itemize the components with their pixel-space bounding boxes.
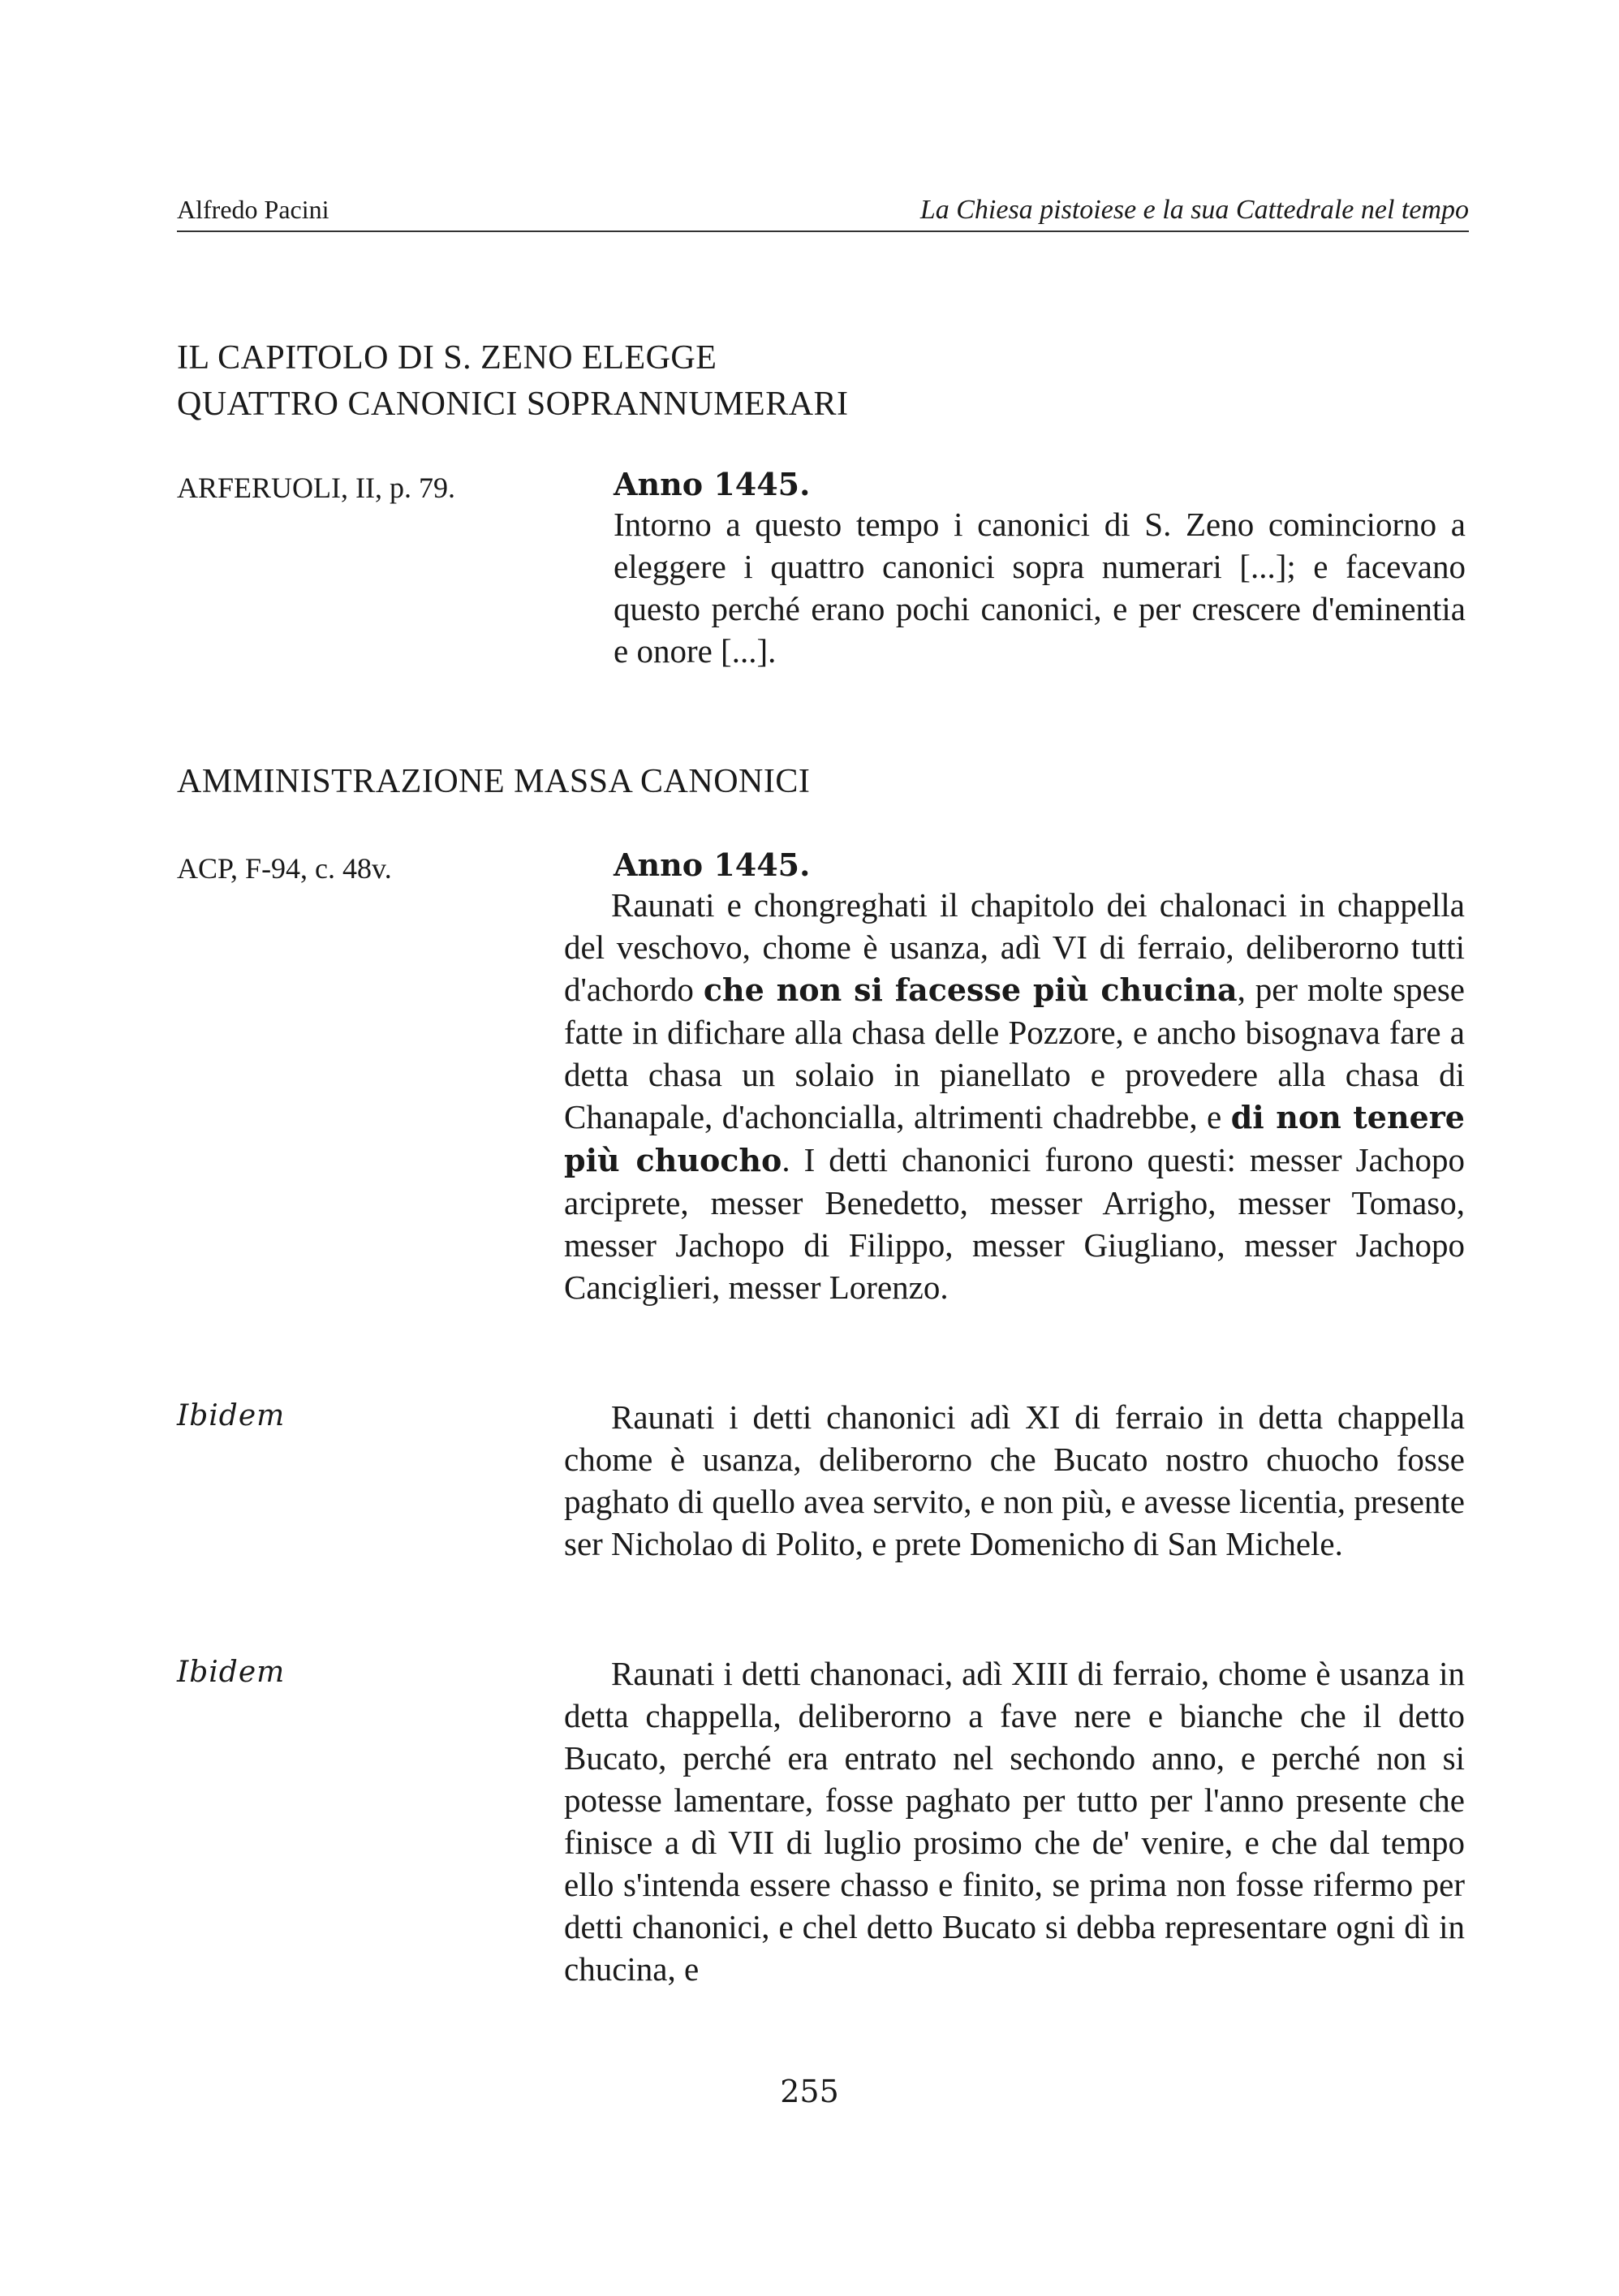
source-citation: ACP, F-94, c. 48v. — [177, 852, 392, 885]
entry-year: Anno 1445. — [614, 466, 811, 502]
entry-text — [564, 884, 1465, 1308]
running-header — [177, 192, 1469, 232]
entry-text-part: Raunati i detti chanonici adì XI di ferraio in detta chappella chome è usanza, deliberorno che Bucato nostro chuocho fosse paghato di quello avea servito, e non più, e avesse licentia, presente ser Nicholao di Polito, e prete Domenicho di San Michele. — [564, 1398, 1465, 1562]
section-title-line2: QUATTRO CANONICI SOPRANNUMERARI — [177, 386, 849, 423]
entry-text-part: , per molte spese fatte in difichare alla chasa delle Pozzore, e ancho bisognava fare a detta chasa un solaio in pianellato e provedere alla chasa di Chanapale, d'achoncialla, altrimenti chadrebbe, e — [564, 971, 1466, 1135]
entry-text — [564, 1396, 1465, 1565]
section-title-line1: IL CAPITOLO DI S. ZENO ELEGGE — [177, 339, 717, 377]
section-title: AMMINISTRAZIONE MASSA CANONICI — [177, 763, 811, 800]
emphasis-text: che non si facesse più chucina — [703, 971, 1238, 1008]
entry-text — [564, 1652, 1465, 1990]
header-author: Alfredo Pacini — [177, 195, 329, 224]
source-citation: ARFERUOLI, II, p. 79. — [177, 472, 455, 504]
source-citation: Ibidem — [177, 1656, 286, 1689]
source-citation: Ibidem — [177, 1399, 286, 1432]
header-book-title: La Chiesa pistoiese e la sua Cattedrale nel tempo — [919, 195, 1469, 225]
entry-text-part: Raunati i detti chanonaci, adì XIII di ferraio, chome è usanza in detta chappella, deliberorno a fave nere e bianche che il detto Bucato, perché era entrato nel sechondo anno, e perché non si potesse lamentare, fosse paghato per tutto per l'anno presente che finisce a dì VII di luglio prosimo che de' venire, e che dal tempo ello s'intenda essere chasso e finito, se prima non fosse rifermo per detti chanonici, e chel detto Bucato si debba representare ogni dì in chucina, e — [564, 1655, 1465, 1988]
page-number: 255 — [780, 2074, 839, 2109]
emphasis-text: di non tenere più chuocho — [564, 1099, 1465, 1178]
entry-text-part: Raunati e chongreghati il chapitolo dei chalonaci in chappella del veschovo, chome è usanza, adì VI di ferraio, deliberorno tutti d'achordo — [564, 886, 1465, 1008]
entry-text: Intorno a questo tempo i canonici di S. Zeno cominciorno a eleggere i quattro canonici sopra numerari [...]; e facevano questo perché erano pochi canonici, e per crescere d'eminentia e onore [...]. — [614, 506, 1466, 670]
entry-text-part: . I detti chanonici furono questi: messer Jachopo arciprete, messer Benedetto, messer Arrigho, messer Tomaso, messer Jachopo di Filippo, messer Giugliano, messer Jachopo Canciglieri, messer Lorenzo. — [564, 1141, 1465, 1306]
entry-year: Anno 1445. — [614, 846, 811, 883]
